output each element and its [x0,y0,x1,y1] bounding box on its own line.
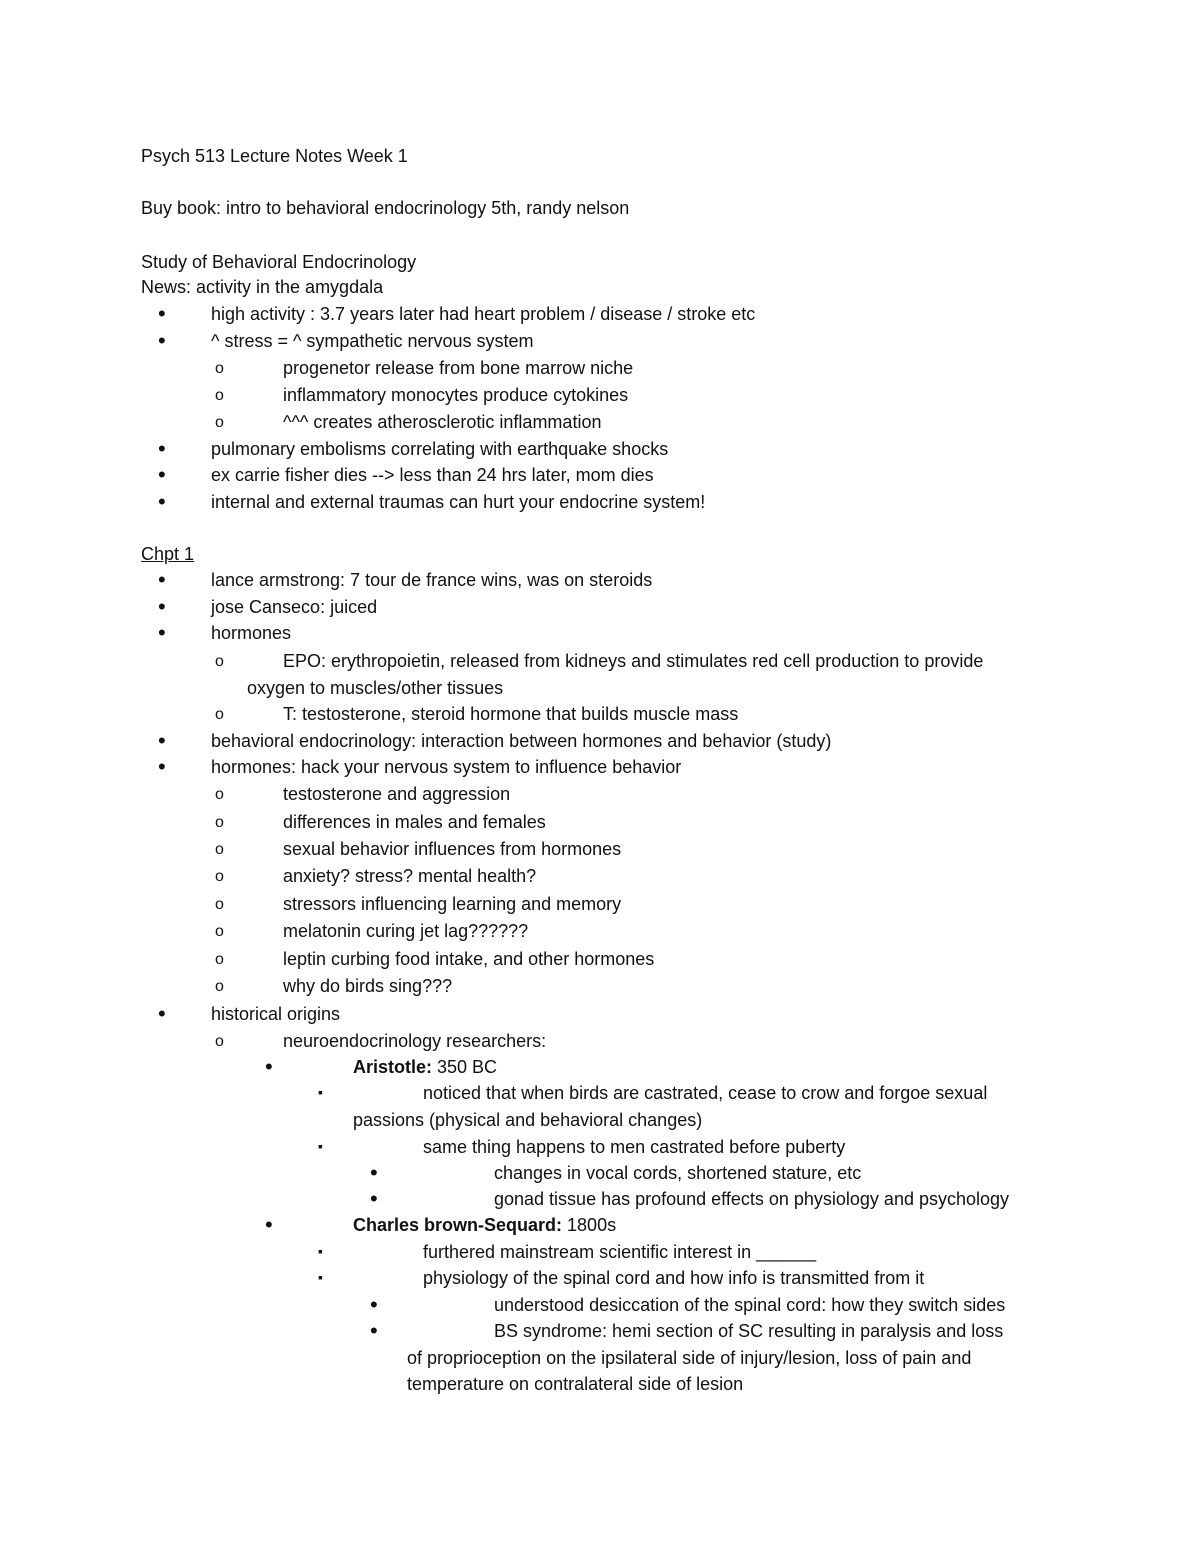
bullet-icon: • [265,1054,273,1079]
list-item [0,594,1200,621]
list-item-text: sexual behavior influences from hormones [283,839,622,859]
section-heading [0,249,1200,276]
list-item [0,701,1200,728]
circle-bullet-icon: o [215,951,224,968]
list-item-text: differences in males and females [283,812,546,832]
list-item [0,836,1200,863]
section-heading-text: Study of Behavioral Endocrinology [141,252,417,272]
buy-book-line [0,195,1200,222]
list-item-text: internal and external traumas can hurt your endocrine system! [211,492,706,512]
list-item [0,1292,1200,1319]
researcher-name: Charles brown-Sequard: [353,1215,563,1235]
list-item-text: hormones: hack your nervous system to influence behavior [211,757,682,777]
list-item-text: high activity : 3.7 years later had heart problem / disease / stroke etc [211,304,756,324]
list-item-text: ^^^ creates atherosclerotic inflammation [283,412,602,432]
list-item [0,918,1200,945]
bullet-icon: • [158,620,166,645]
bullet-icon: • [158,436,166,461]
list-item-text: historical origins [211,1004,341,1024]
bullet-icon: • [158,489,166,514]
bullet-icon: • [158,1001,166,1026]
researcher-date: 350 BC [432,1057,498,1077]
list-item-text: ex carrie fisher dies --> less than 24 hrs later, mom dies [211,465,654,485]
list-item [0,728,1200,755]
list-item-text: passions (physical and behavioral changes) [353,1110,703,1130]
list-item [0,382,1200,409]
list-item-text: lance armstrong: 7 tour de france wins, was on steroids [211,570,653,590]
list-item-text: why do birds sing??? [283,976,453,996]
list-item [0,436,1200,463]
list-item-text: changes in vocal cords, shortened stature, etc [494,1163,862,1183]
list-item [0,754,1200,781]
list-item [0,1001,1200,1028]
bullet-icon: • [370,1292,378,1317]
list-item [0,409,1200,436]
square-bullet-icon: ▪ [318,1269,323,1285]
bullet-icon: • [158,567,166,592]
list-item [0,1054,1200,1081]
news-line [0,274,1200,301]
bullet-icon: • [370,1318,378,1343]
circle-bullet-icon: o [215,786,224,803]
buy-book-text: Buy book: intro to behavioral endocrinology 5th, randy nelson [141,198,630,218]
bullet-icon: • [370,1186,378,1211]
list-item [0,567,1200,594]
bullet-icon: • [370,1160,378,1185]
list-item [0,973,1200,1000]
circle-bullet-icon: o [215,653,224,670]
list-item [0,863,1200,890]
list-item-text: BS syndrome: hemi section of SC resulting in paralysis and loss [494,1321,1004,1341]
circle-bullet-icon: o [215,868,224,885]
list-item-text: physiology of the spinal cord and how info is transmitted from it [423,1268,925,1288]
list-item [0,891,1200,918]
list-item [0,1239,1200,1266]
bullet-icon: • [158,594,166,619]
bullet-icon: • [158,754,166,779]
chapter-heading-text: Chpt 1 [141,544,195,564]
list-item [0,809,1200,836]
list-item-continuation [0,675,1200,702]
list-item-text [353,1054,497,1081]
circle-bullet-icon: o [215,841,224,858]
list-item [0,648,1200,675]
list-item [0,355,1200,382]
bullet-icon: • [158,462,166,487]
list-item [0,1265,1200,1292]
list-item-text: EPO: erythropoietin, released from kidneys and stimulates red cell production to provide [283,651,984,671]
doc-title-text: Psych 513 Lecture Notes Week 1 [141,146,408,166]
bullet-icon: • [265,1212,273,1237]
researcher-name: Aristotle: [353,1057,433,1077]
square-bullet-icon: ▪ [318,1084,323,1100]
list-item [0,1080,1200,1107]
square-bullet-icon: ▪ [318,1243,323,1259]
circle-bullet-icon: o [215,1033,224,1050]
list-item-text: inflammatory monocytes produce cytokines [283,385,629,405]
list-item-text: oxygen to muscles/other tissues [247,678,504,698]
list-item [0,1212,1200,1239]
list-item-continuation [0,1371,1200,1398]
list-item-text: melatonin curing jet lag?????? [283,921,529,941]
circle-bullet-icon: o [215,414,224,431]
list-item [0,620,1200,647]
list-item-text: ^ stress = ^ sympathetic nervous system [211,331,534,351]
list-item [0,1028,1200,1055]
circle-bullet-icon: o [215,896,224,913]
list-item-text: T: testosterone, steroid hormone that builds muscle mass [283,704,739,724]
list-item-text: stressors influencing learning and memory [283,894,622,914]
list-item-continuation [0,1107,1200,1134]
list-item-text: testosterone and aggression [283,784,511,804]
list-item [0,328,1200,355]
list-item-text [353,1212,616,1239]
circle-bullet-icon: o [215,978,224,995]
list-item [0,781,1200,808]
list-item [0,1134,1200,1161]
bullet-icon: • [158,301,166,326]
list-item [0,1318,1200,1345]
list-item [0,946,1200,973]
list-item [0,1186,1200,1213]
list-item-text: jose Canseco: juiced [211,597,378,617]
list-item [0,489,1200,516]
chapter-heading [0,541,1200,568]
bullet-icon: • [158,728,166,753]
list-item-text: neuroendocrinology researchers: [283,1031,547,1051]
list-item-text: leptin curbing food intake, and other hormones [283,949,655,969]
list-item-text: pulmonary embolisms correlating with earthquake shocks [211,439,669,459]
square-bullet-icon: ▪ [318,1138,323,1154]
list-item-text: of proprioception on the ipsilateral side of injury/lesion, loss of pain and [407,1348,972,1368]
circle-bullet-icon: o [215,923,224,940]
list-item-continuation [0,1345,1200,1372]
doc-title [0,143,1200,170]
circle-bullet-icon: o [215,360,224,377]
list-item-text: noticed that when birds are castrated, cease to crow and forgoe sexual [423,1083,988,1103]
circle-bullet-icon: o [215,706,224,723]
list-item-text: behavioral endocrinology: interaction between hormones and behavior (study) [211,731,832,751]
list-item-text: anxiety? stress? mental health? [283,866,537,886]
bullet-icon: • [158,328,166,353]
list-item-text: same thing happens to men castrated before puberty [423,1137,846,1157]
list-item-text: hormones [211,623,292,643]
list-item-text: gonad tissue has profound effects on physiology and psychology [494,1189,1010,1209]
list-item [0,301,1200,328]
list-item-text: furthered mainstream scientific interest in ______ [423,1242,817,1262]
list-item-text: temperature on contralateral side of lesion [407,1374,744,1394]
circle-bullet-icon: o [215,814,224,831]
news-text: News: activity in the amygdala [141,277,384,297]
list-item [0,1160,1200,1187]
researcher-date: 1800s [562,1215,617,1235]
circle-bullet-icon: o [215,387,224,404]
list-item [0,462,1200,489]
list-item-text: progenetor release from bone marrow niche [283,358,634,378]
list-item-text: understood desiccation of the spinal cord: how they switch sides [494,1295,1006,1315]
